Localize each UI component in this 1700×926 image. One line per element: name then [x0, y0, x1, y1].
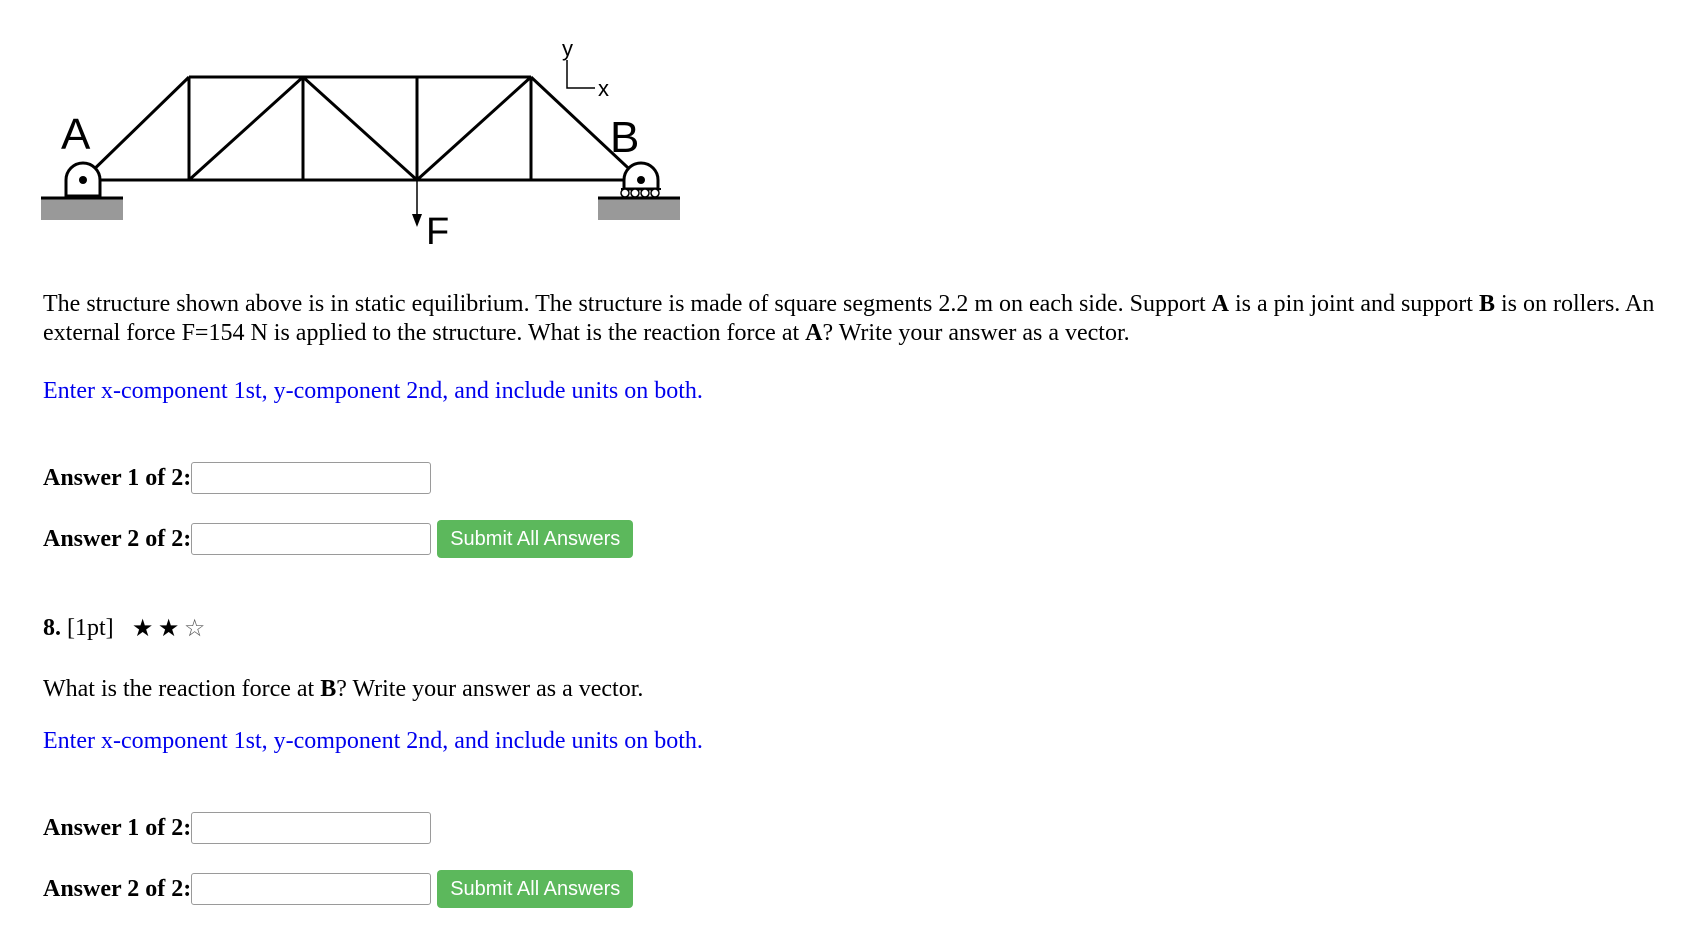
star-filled-icon: ★ [157, 614, 180, 642]
label-f: F [426, 211, 450, 253]
difficulty-rating [130, 612, 208, 644]
instruction-text: Enter x-component 1st, y-component 2nd, and include units on both. [43, 728, 703, 754]
answer-row-1 [43, 810, 431, 846]
question-text-part: What is the reaction force at [43, 676, 321, 702]
truss-figure [36, 36, 696, 276]
ground-b [598, 198, 680, 220]
problem-statement [43, 290, 1663, 348]
label-axis-y: y [562, 36, 573, 61]
submit-all-answers-button[interactable]: Submit All Answers [437, 520, 633, 558]
question-points: [1pt] [67, 615, 114, 641]
problem-text-part: is on rollers. An external force F=154 N is applied to the structure. What is the reaction force at [43, 291, 1655, 346]
truss-diagram [36, 36, 696, 276]
question-text [43, 673, 1663, 705]
label-a: A [61, 110, 91, 159]
answer-1-input[interactable] [191, 812, 431, 844]
ground-a [41, 198, 123, 220]
answer-row-1 [43, 460, 431, 496]
instruction-text: Enter x-component 1st, y-component 2nd, and include units on both. [43, 378, 703, 404]
roller-support-b [621, 163, 661, 197]
question-text-part: ? Write your answer as a vector. [336, 676, 644, 702]
label-axis-x: x [598, 76, 609, 101]
question-number: 8. [43, 615, 61, 641]
answer-label: Answer 2 of 2: [43, 876, 192, 902]
answer-row-2 [43, 871, 633, 907]
question-header [43, 612, 208, 644]
answer-1-input[interactable] [191, 462, 431, 494]
axis-indicator [567, 60, 595, 88]
problem-text-part: is a pin joint and support [1228, 291, 1479, 317]
truss-members [83, 77, 641, 180]
problem-text-part: The structure shown above is in static equilibrium. The structure is made of square segments 2.2 m on each side. Support [43, 291, 1212, 317]
force-arrow [412, 180, 422, 227]
target-support-ref: B [320, 676, 337, 702]
submit-all-answers-button[interactable]: Submit All Answers [437, 870, 633, 908]
support-b-ref: B [1478, 291, 1495, 317]
pin-support-a [66, 163, 100, 196]
target-support-ref: A [805, 320, 823, 346]
star-filled-icon: ★ [131, 614, 154, 642]
label-b: B [610, 113, 640, 162]
answer-row-2 [43, 521, 633, 557]
answer-label: Answer 1 of 2: [43, 465, 192, 491]
answer-2-input[interactable] [191, 873, 431, 905]
problem-text-part: ? Write your answer as a vector. [822, 320, 1130, 346]
support-a-ref: A [1211, 291, 1229, 317]
answer-label: Answer 1 of 2: [43, 815, 192, 841]
star-empty-icon: ☆ [183, 614, 206, 642]
answer-2-input[interactable] [191, 523, 431, 555]
answer-label: Answer 2 of 2: [43, 526, 192, 552]
